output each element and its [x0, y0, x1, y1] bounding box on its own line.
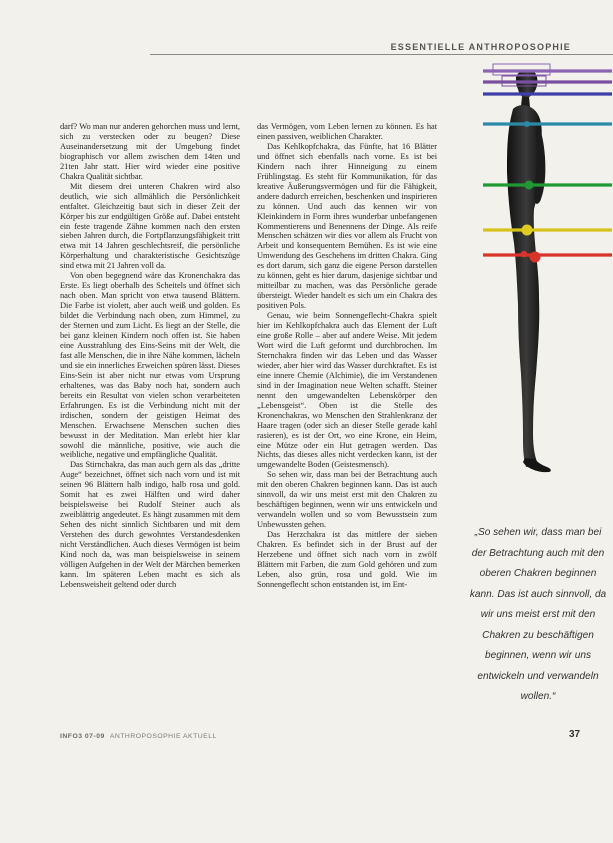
paragraph: darf? Wo man nur anderen gehorchen muss und lernt, sich zu verstecken oder zu beugen? Diese Auseinandersetzung mit der Umgebung findet biographisch vor allem zwischen dem 14ten und 21ten Jahr statt. Hier wird wieder eine positive Chakra Qualität sichtbar.	[60, 122, 240, 181]
paragraph: Genau, wie beim Sonnengeflecht-Chakra spielt hier im Kehlkopfchakra auch das Element der Luft eine große Rolle – aber auf andere Weise. Mit jedem Wort wird die Luft geformt und durchbrochen. Im Sternchakra finden wir das Leben und das Wasser wieder, aber hier wird das Wasser durchkraftet. Es ist eine innere Chemie (Alchimie), die im Verstandenen sind in der Imagination neue Welten schafft. Steiner nennt den umgewandelten Lebenskörper den „Lebensgeist“. Oben ist die Stelle des Kronenchakras, wo Menschen den Strahlenkranz der Haare tragen (oder sich an dieser Stelle gerade kahl rasieren), es ist der Ort, wo eine Krone, ein Heim, eine Mütze oder ein Hut getragen werden. Das Nichts, das dieses alles nicht verdecken kann, ist der umgewandelte Boden (Geistesmensch).	[257, 310, 437, 470]
section-title: ESSENTIELLE ANTHROPOSOPHIE	[385, 42, 571, 52]
page-number: 37	[569, 729, 581, 740]
paragraph: Das Kehlkopfchakra, das Fünfte, hat 16 Blätter und öffnet sich ebenfalls nach vorne. Es ist bei Kindern nach ihrer Hinneigung zu einem Frühlingstag. Es steht für Kommunikation, für das kreative Äußerungsvermögen und für die Fähigkeit, andere dadurch erreichen, beschenken und inspirieren zu können. Und auch das kennen wir von Kleinkindern in Form ihres wunderbar unbefangenen Kommentierens und Benennens der Dinge. Als reife Menschen schätzen wir dies vor allem als Frucht von Arbeit und konsequentem Bemühen. Es ist wie eine Umwendung des Geschehens im dritten Chakra. Ging es dort darum, sich ganz die eigene Person darstellen zu können, geht es hier darum, dasjenige sichtbar und mitteilbar zu machen, was das Persönliche gerade übersteigt. Wieder handelt es sich um ein Chakra des positiven Pols.	[257, 140, 437, 311]
header-rule	[150, 54, 613, 55]
footer-magazine: ANTHROPOSOPHIE AKTUELL	[109, 733, 217, 740]
standing-figure-icon	[468, 56, 613, 501]
root-chakra-dot	[530, 252, 541, 263]
footer-credit	[60, 733, 217, 740]
page-header	[0, 42, 613, 56]
paragraph: Mit diesem drei unteren Chakren wird also deutlich, wie sich allmählich die Persönlichkeit entfaltet. Gleichzeitig baut sich in dieser Zeit der Körper bis zur endgültigen Größe auf. Dabei entsteht ein feste tragende Zähne kommen nach den ersten sieben Jahren durch, die Fortpflanzungsfähigkeit tritt etwa mit 14 Jahren geschlechtsreif, die persönliche Körperhaltung und charakteristische Gesichtszüge sind etwa mit 21 Jahren voll da.	[60, 180, 240, 271]
pull-quote: „So sehen wir, dass man bei der Betrachtung auch mit den oberen Chakren beginnen kann. Das ist auch sinnvoll, da wir uns meist erst mit den Chakren zu beschäftigen beginnen, wenn wir uns entwickeln und verwandeln wollen.“	[469, 527, 607, 702]
footer-issue: INFO3 07-09	[60, 733, 105, 740]
paragraph: So sehen wir, dass man bei der Betrachtung auch mit den oberen Chakren beginnen kann. Das ist auch sinnvoll, da wir uns meist erst mit den Chakren zu beschäftigen beginnen, wenn wir uns entwickeln und verwandeln wollen und so vom Bewusstsein zum Unbewussten gehen.	[257, 469, 437, 530]
chakra-figure-illustration	[468, 56, 613, 501]
text-column-left	[60, 122, 240, 732]
text-column-right	[257, 122, 437, 732]
paragraph: Von oben begegnend wäre das Kronenchakra das Erste. Es liegt oberhalb des Scheitels und öffnet sich nach oben. Man spricht von etwa tausend Blättern. Die Farbe ist violett, aber auch weiß und golden. Es bildet die Verbindung nach oben, zum Himmel, zu der Sternen und zum Licht. Es liegt an der Stelle, die bei ganz kleinen Kindern noch offen ist. Sie haben eine Ausstrahlung des Eins-Seins mit der Welt, die fast alle Menschen, die in ihre Nähe kommen, lächeln und sie ein innerliches Erweichen spüren lässt. Dieses Eins-Sein ist aber nicht nur etwas vom Ursprung erhaltenes, was das Baby noch hat, sondern auch bereits ein Resultat von vielen schon verarbeiteten Erfahrungen. Es ist die Verbindung nicht mit der irdischen, sondern der geistigen Heimat des Menschen. Erwachsene Menschen suchen dies bewusst in der Meditation. Man erlebt hier klar sowohl die männliche, positive, wie auch die weibliche, negative und empfängliche Qualität.	[60, 270, 240, 460]
paragraph: Das Herzchakra ist das mittlere der sieben Chakren. Es befindet sich in der Brust auf der Herzebene und öffnet sich nach vorn in zwölf Blättern mit Farben, die zum Gold gehören und zum Leben, also grün, rosa und gold. Wie im Sonnengeflecht schon entstanden ist, im Ent-	[257, 529, 437, 589]
root-chakra-dot-small	[521, 251, 527, 257]
throat-chakra-dot	[524, 121, 530, 127]
heart-chakra-dot	[525, 181, 534, 190]
paragraph: das Vermögen, vom Leben lernen zu können. Es hat einen passiven, weiblichen Charakter.	[257, 122, 437, 141]
paragraph: Das Stirnchakra, das man auch gern als das „dritte Auge“ bezeichnet, öffnet sich nach vorn und ist mit seinen 96 Blättern halb indigo, halb rosa und gold. Somit hat es zwei Hälften und wird daher beispielsweise bei Rudolf Steiner auch als zweiblättrig angedeutet. Es hängt zusammen mit dem Sehen des nicht sinnlich Sichtbaren und mit dem Verstehen des durch gewohntes Verstandesdenken nicht Verständlichen. Auch dieses Vermögen ist beim Kind noch da, was man beispielsweise in seinem völligen Aufgehen in der Welt der Märchen bemerken kann. Im späteren Leben macht es sich als Lebensweisheit geltend oder durch	[60, 459, 240, 589]
solar-plexus-chakra-dot	[522, 225, 533, 236]
